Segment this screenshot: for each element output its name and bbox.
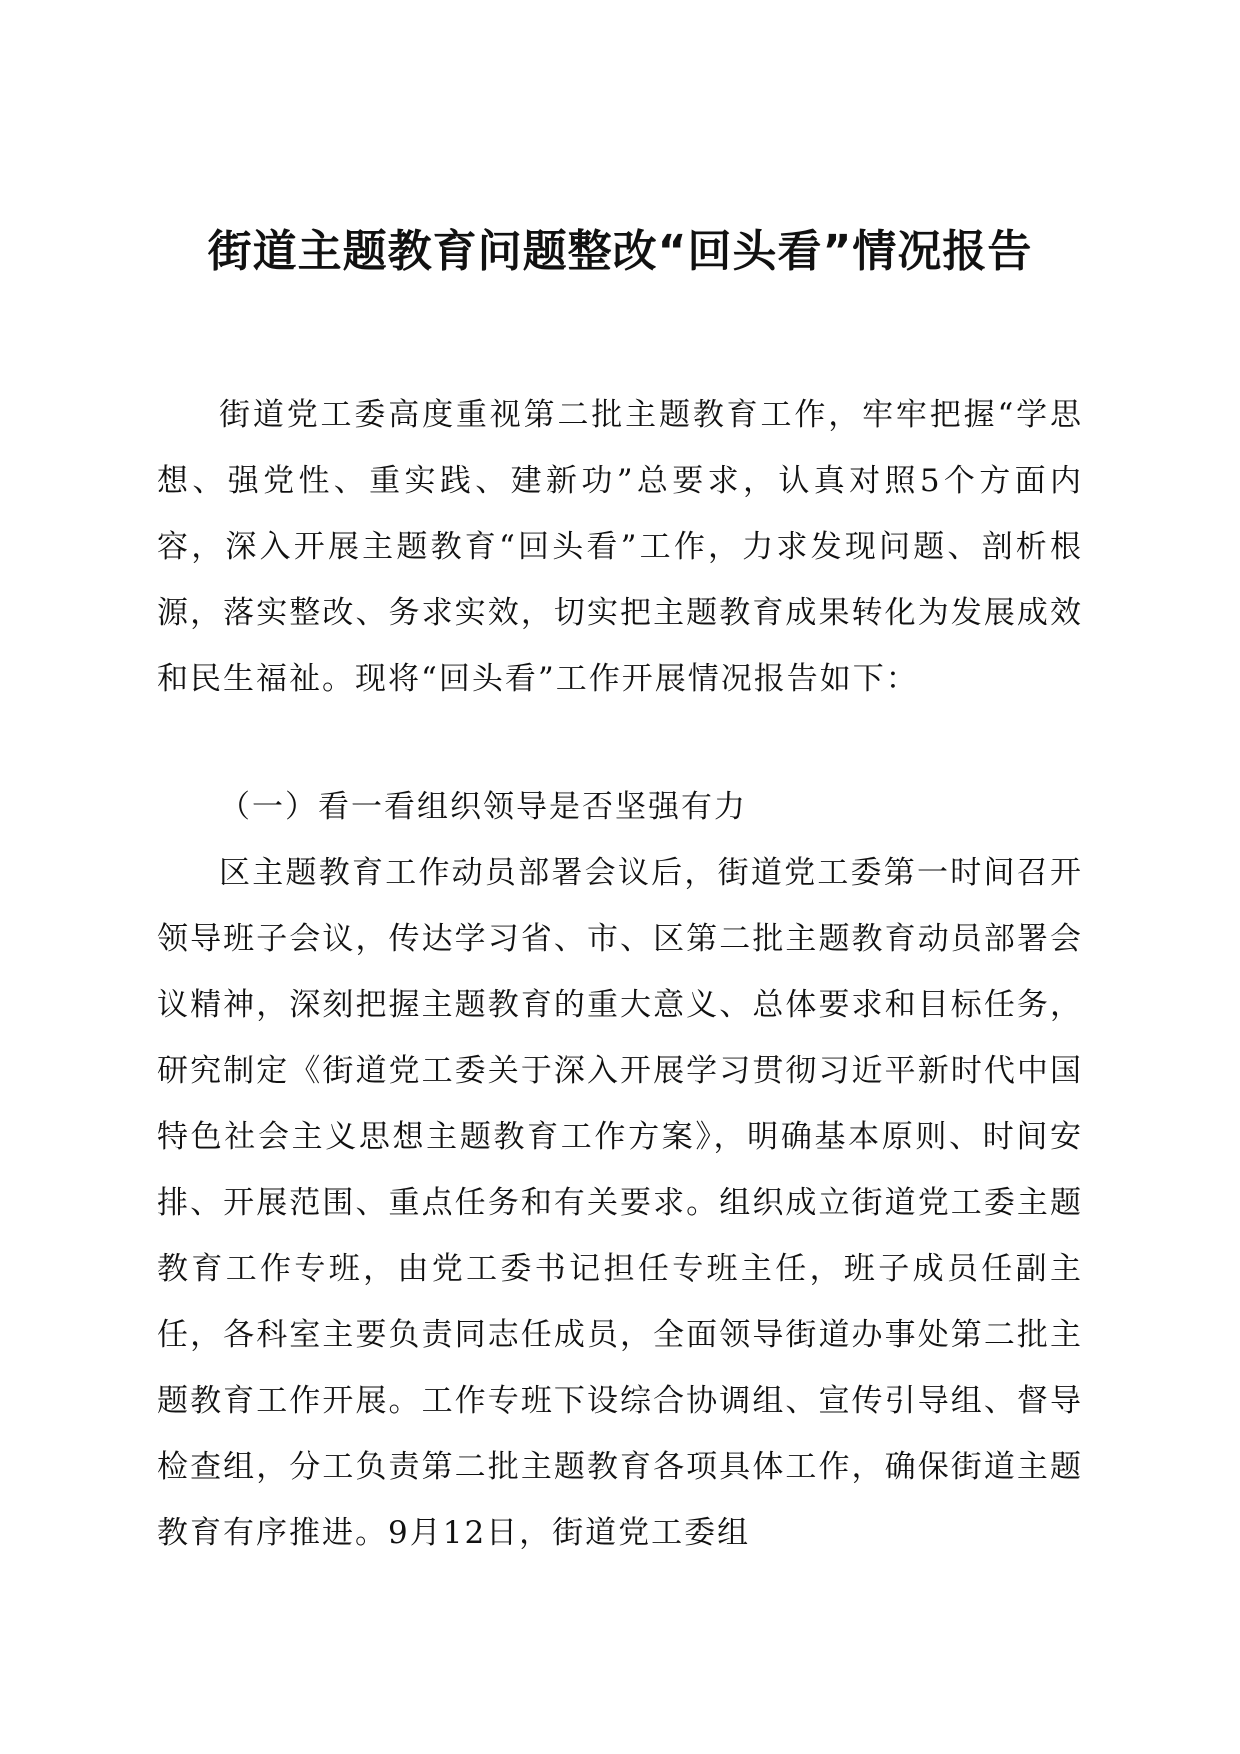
section-paragraph: 区主题教育工作动员部署会议后，街道党工委第一时间召开领导班子会议，传达学习省、市、区第二批主题教育动员部署会议精神，深刻把握主题教育的重大意义、总体要求和目标任务，研究制定《街道党工委关于深入开展学习贯彻习近平新时代中国特色社会主义思想主题教育工作方案》，明确基本原则、时间安排、开展范围、重点任务和有关要求。组织成立街道党工委主题教育工作专班，由党工委书记担任专班主任，班子成员任副主任，各科室主要负责同志任成员，全面领导街道办事处第二批主题教育工作开展。工作专班下设综合协调组、宣传引导组、督导检查组，分工负责第二批主题教育各项具体工作，确保街道主题教育有序推进。9月12日，街道党工委组	[157, 855, 1083, 1551]
document-title: 街道主题教育问题整改“回头看”情况报告	[207, 226, 1033, 277]
intro-paragraph: 街道党工委高度重视第二批主题教育工作，牢牢把握“学思想、强党性、重实践、建新功”总要求，认真对照5个方面内容，深入开展主题教育“回头看”工作，力求发现问题、剖析根源，落实整改、务求实效，切实把主题教育成果转化为发展成效和民生福祉。现将“回头看”工作开展情况报告如下：	[157, 397, 1083, 697]
section-heading: （一）看一看组织领导是否坚强有力	[219, 789, 747, 825]
